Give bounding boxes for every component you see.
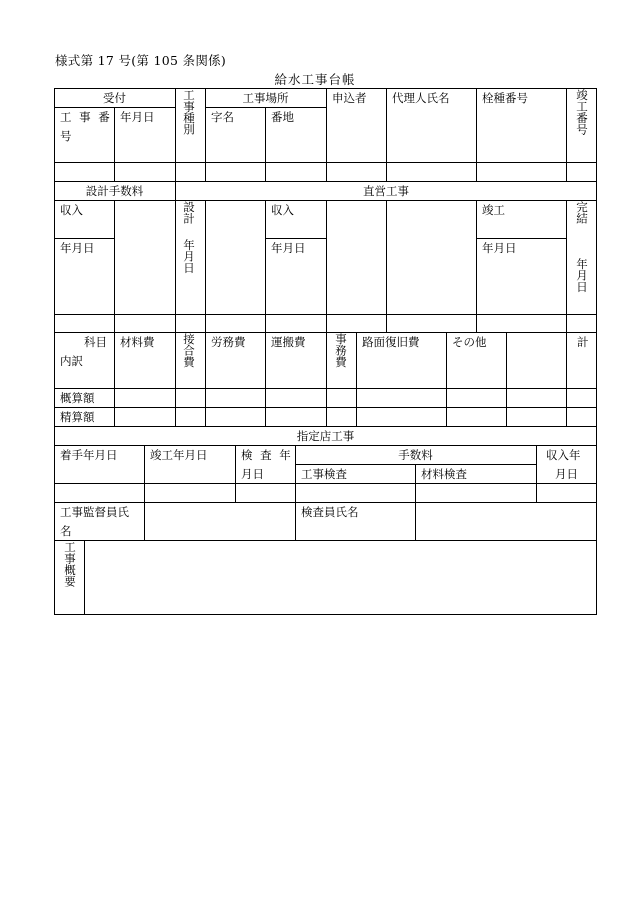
inspection-date-label: 検 査 年 [241, 448, 293, 462]
supervisor-name-label: 工事監督員氏 [60, 505, 129, 519]
direct-income-date-label: 年月日 [271, 241, 306, 255]
direct-construction-header: 直営工事 [363, 184, 409, 198]
inspector-name-label: 検査員氏名 [301, 505, 359, 519]
fee-header: 手数料 [398, 448, 433, 462]
office-cost-label: 事務費 [334, 333, 348, 368]
completion-label: 竣工 [482, 203, 505, 217]
construction-type-label: 工事種別 [182, 89, 196, 135]
labor-cost-label: 労務費 [211, 335, 246, 349]
other-cost-label: その他 [452, 335, 487, 349]
material-cost-label: 材料費 [120, 335, 155, 349]
income-date-label-cont: 月日 [555, 467, 578, 481]
fee-income-label: 収入 [60, 203, 83, 217]
material-inspection-label: 材料検査 [421, 467, 467, 481]
construction-number-label: 工 事 番 [60, 110, 112, 124]
breakdown-label: 内訳 [60, 354, 83, 368]
settled-amount-label: 精算額 [60, 410, 95, 424]
reception-header: 受付 [103, 91, 126, 105]
construction-site-header: 工事場所 [242, 91, 289, 105]
applicant-label: 申込者 [332, 91, 367, 105]
construction-inspection-label: 工事検査 [301, 467, 347, 481]
lot-number-label: 番地 [271, 110, 294, 124]
district-name-label: 字名 [211, 110, 234, 124]
direct-income-label: 収入 [271, 203, 294, 217]
closure-label: 完結 [575, 201, 589, 224]
completion-date-label: 年月日 [482, 241, 517, 255]
inspection-date-label-cont: 月日 [241, 467, 264, 481]
agent-name-label: 代理人氏名 [392, 91, 450, 105]
design-date-label: 年月日 [182, 239, 196, 274]
completion-number-label: 竣工番号 [575, 89, 589, 135]
closure-date-label: 年月日 [575, 258, 589, 293]
road-restoration-cost-label: 路面復旧費 [362, 335, 420, 349]
joint-cost-label: 接合費 [182, 333, 196, 368]
construction-number-label-cont: 号 [60, 129, 72, 143]
designated-contractor-header: 指定店工事 [296, 429, 355, 443]
completion-date-label-2: 竣工年月日 [150, 448, 208, 462]
construction-overview-label: 工事概要 [63, 541, 77, 587]
subject-label: 科目 [84, 335, 107, 349]
form-number-label: 様式第 17 号(第 105 条関係) [55, 53, 227, 68]
fee-income-date-label: 年月日 [60, 241, 95, 255]
tap-type-number-label: 栓種番号 [482, 91, 528, 105]
supervisor-name-label-cont: 名 [60, 524, 72, 538]
design-label: 設計 [182, 201, 196, 224]
start-date-label: 着手年月日 [60, 448, 118, 462]
transport-cost-label: 運搬費 [271, 335, 306, 349]
design-fee-header: 設計手数料 [85, 184, 144, 198]
estimated-amount-label: 概算額 [60, 391, 95, 405]
reception-date-label: 年月日 [120, 110, 155, 124]
income-date-label: 収入年 [546, 448, 581, 462]
total-label: 計 [577, 335, 589, 349]
form-title: 給水工事台帳 [274, 72, 356, 87]
